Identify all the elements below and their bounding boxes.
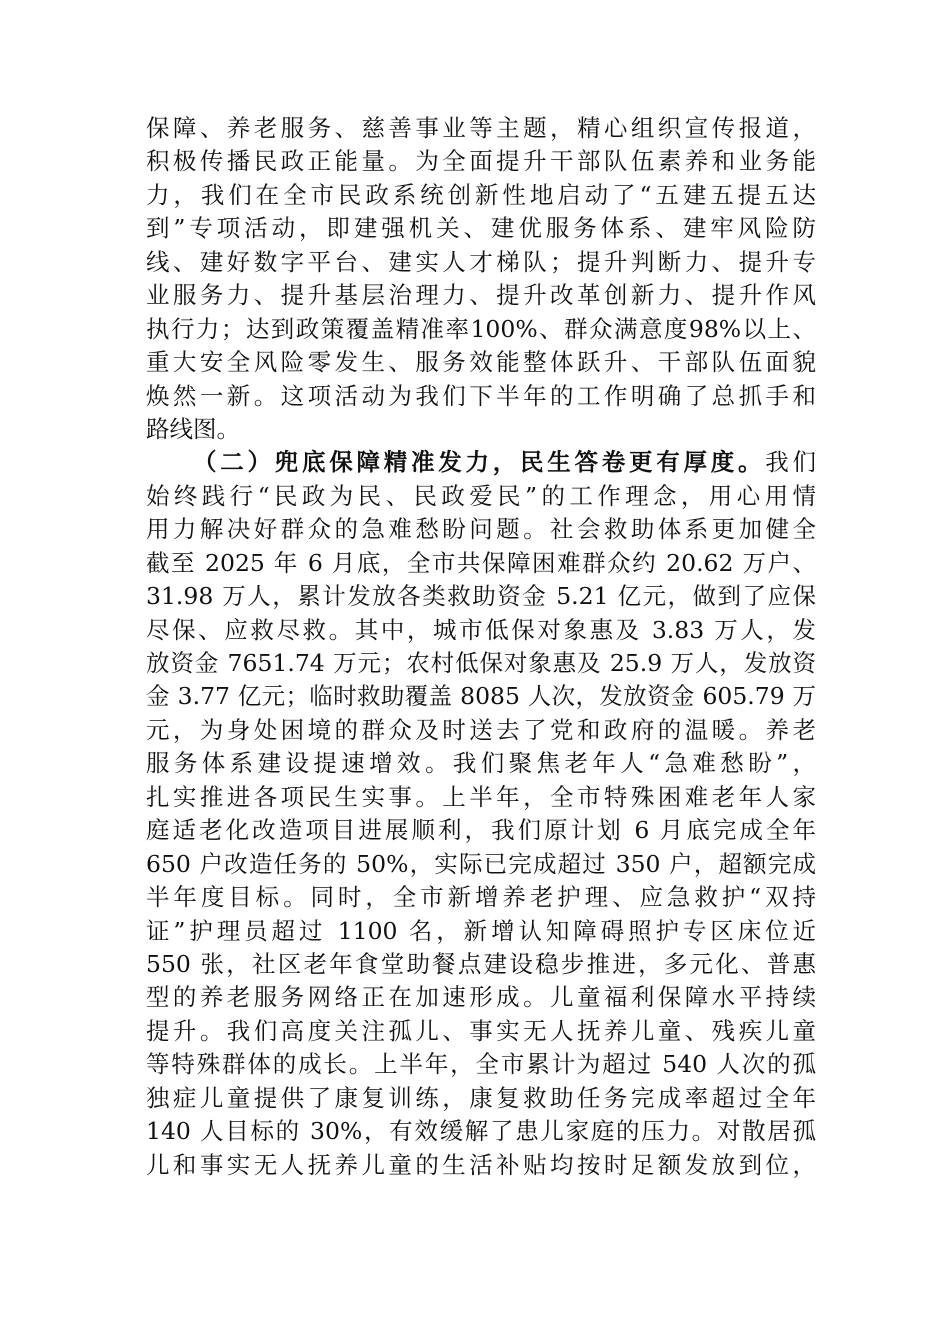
text-line: 证”护理员超过 1100 名，新增认知障碍照护专区床位近: [146, 916, 816, 945]
text-line: 半年度目标。同时，全市新增养老护理、应急救护“双持: [146, 883, 816, 912]
paragraph-2: [146, 446, 816, 1182]
text-line: 业服务力、提升基层治理力、提升改革创新力、提升作风: [146, 281, 816, 310]
text-line: 到”专项活动，即建强机关、建优服务体系、建牢风险防: [146, 214, 816, 243]
text-line: 保障、养老服务、慈善事业等主题，精心组织宣传报道，: [146, 114, 816, 142]
text-line: 尽保、应救尽救。其中，城市低保对象惠及 3.83 万人，发: [146, 615, 816, 644]
text-line: 服务体系建设提速增效。我们聚焦老年人“急难愁盼”，: [146, 749, 816, 778]
text-line: 重大安全风险零发生、服务效能整体跃升、干部队伍面貌: [146, 348, 816, 377]
text-line: 始终践行“民政为民、民政爱民”的工作理念，用心用情: [146, 481, 816, 510]
text-line: 金 3.77 亿元；临时救助覆盖 8085 人次，发放资金 605.79 万: [146, 682, 816, 711]
body-text: [146, 112, 816, 1182]
section-heading: （二）兜底保障精准发力，民生答卷更有厚度。: [193, 448, 766, 477]
text-line: 焕然一新。这项活动为我们下半年的工作明确了总抓手和: [146, 381, 816, 410]
text-line: 型的养老服务网络正在加速形成。儿童福利保障水平持续: [146, 983, 816, 1012]
text-line: 140 人目标的 30%，有效缓解了患儿家庭的压力。对散居孤: [146, 1117, 816, 1146]
heading-line-rest: 我们: [765, 448, 816, 477]
text-line: 31.98 万人，累计发放各类救助资金 5.21 亿元，做到了应保: [146, 582, 816, 611]
text-line: 积极传播民政正能量。为全面提升干部队伍素养和业务能: [146, 147, 816, 176]
text-line: 路线图。: [146, 414, 240, 443]
text-line: 放资金 7651.74 万元；农村低保对象惠及 25.9 万人，发放资: [146, 649, 816, 677]
text-line: 儿和事实无人抚养儿童的生活补贴均按时足额发放到位，: [146, 1150, 816, 1179]
text-line: 扎实推进各项民生实事。上半年，全市特殊困难老年人家: [146, 782, 816, 811]
text-line: 线、建好数字平台、建实人才梯队；提升判断力、提升专: [146, 247, 816, 276]
text-line: 庭适老化改造项目进展顺利，我们原计划 6 月底完成全年: [146, 816, 816, 845]
text-line: 用力解决好群众的急难愁盼问题。社会救助体系更加健全: [146, 515, 816, 544]
text-line: 独症儿童提供了康复训练，康复救助任务完成率超过全年: [146, 1083, 816, 1112]
text-line: 650 户改造任务的 50%，实际已完成超过 350 户，超额完成: [146, 849, 816, 878]
text-line: 元，为身处困境的群众及时送去了党和政府的温暖。养老: [146, 715, 816, 744]
text-line: 执行力；达到政策覆盖精准率100%、群众满意度98%以上、: [146, 314, 816, 343]
text-line: 截至 2025 年 6 月底，全市共保障困难群众约 20.62 万户、: [146, 548, 816, 577]
text-line: 提升。我们高度关注孤儿、事实无人抚养儿童、残疾儿童: [146, 1016, 816, 1045]
text-line: 等特殊群体的成长。上半年，全市累计为超过 540 人次的孤: [146, 1050, 816, 1079]
paragraph-1: [146, 112, 816, 446]
text-line: 550 张，社区老年食堂助餐点建设稳步推进，多元化、普惠: [146, 949, 816, 978]
text-line: 力，我们在全市民政系统创新性地启动了“五建五提五达: [146, 180, 816, 209]
heading-line: [146, 446, 816, 479]
